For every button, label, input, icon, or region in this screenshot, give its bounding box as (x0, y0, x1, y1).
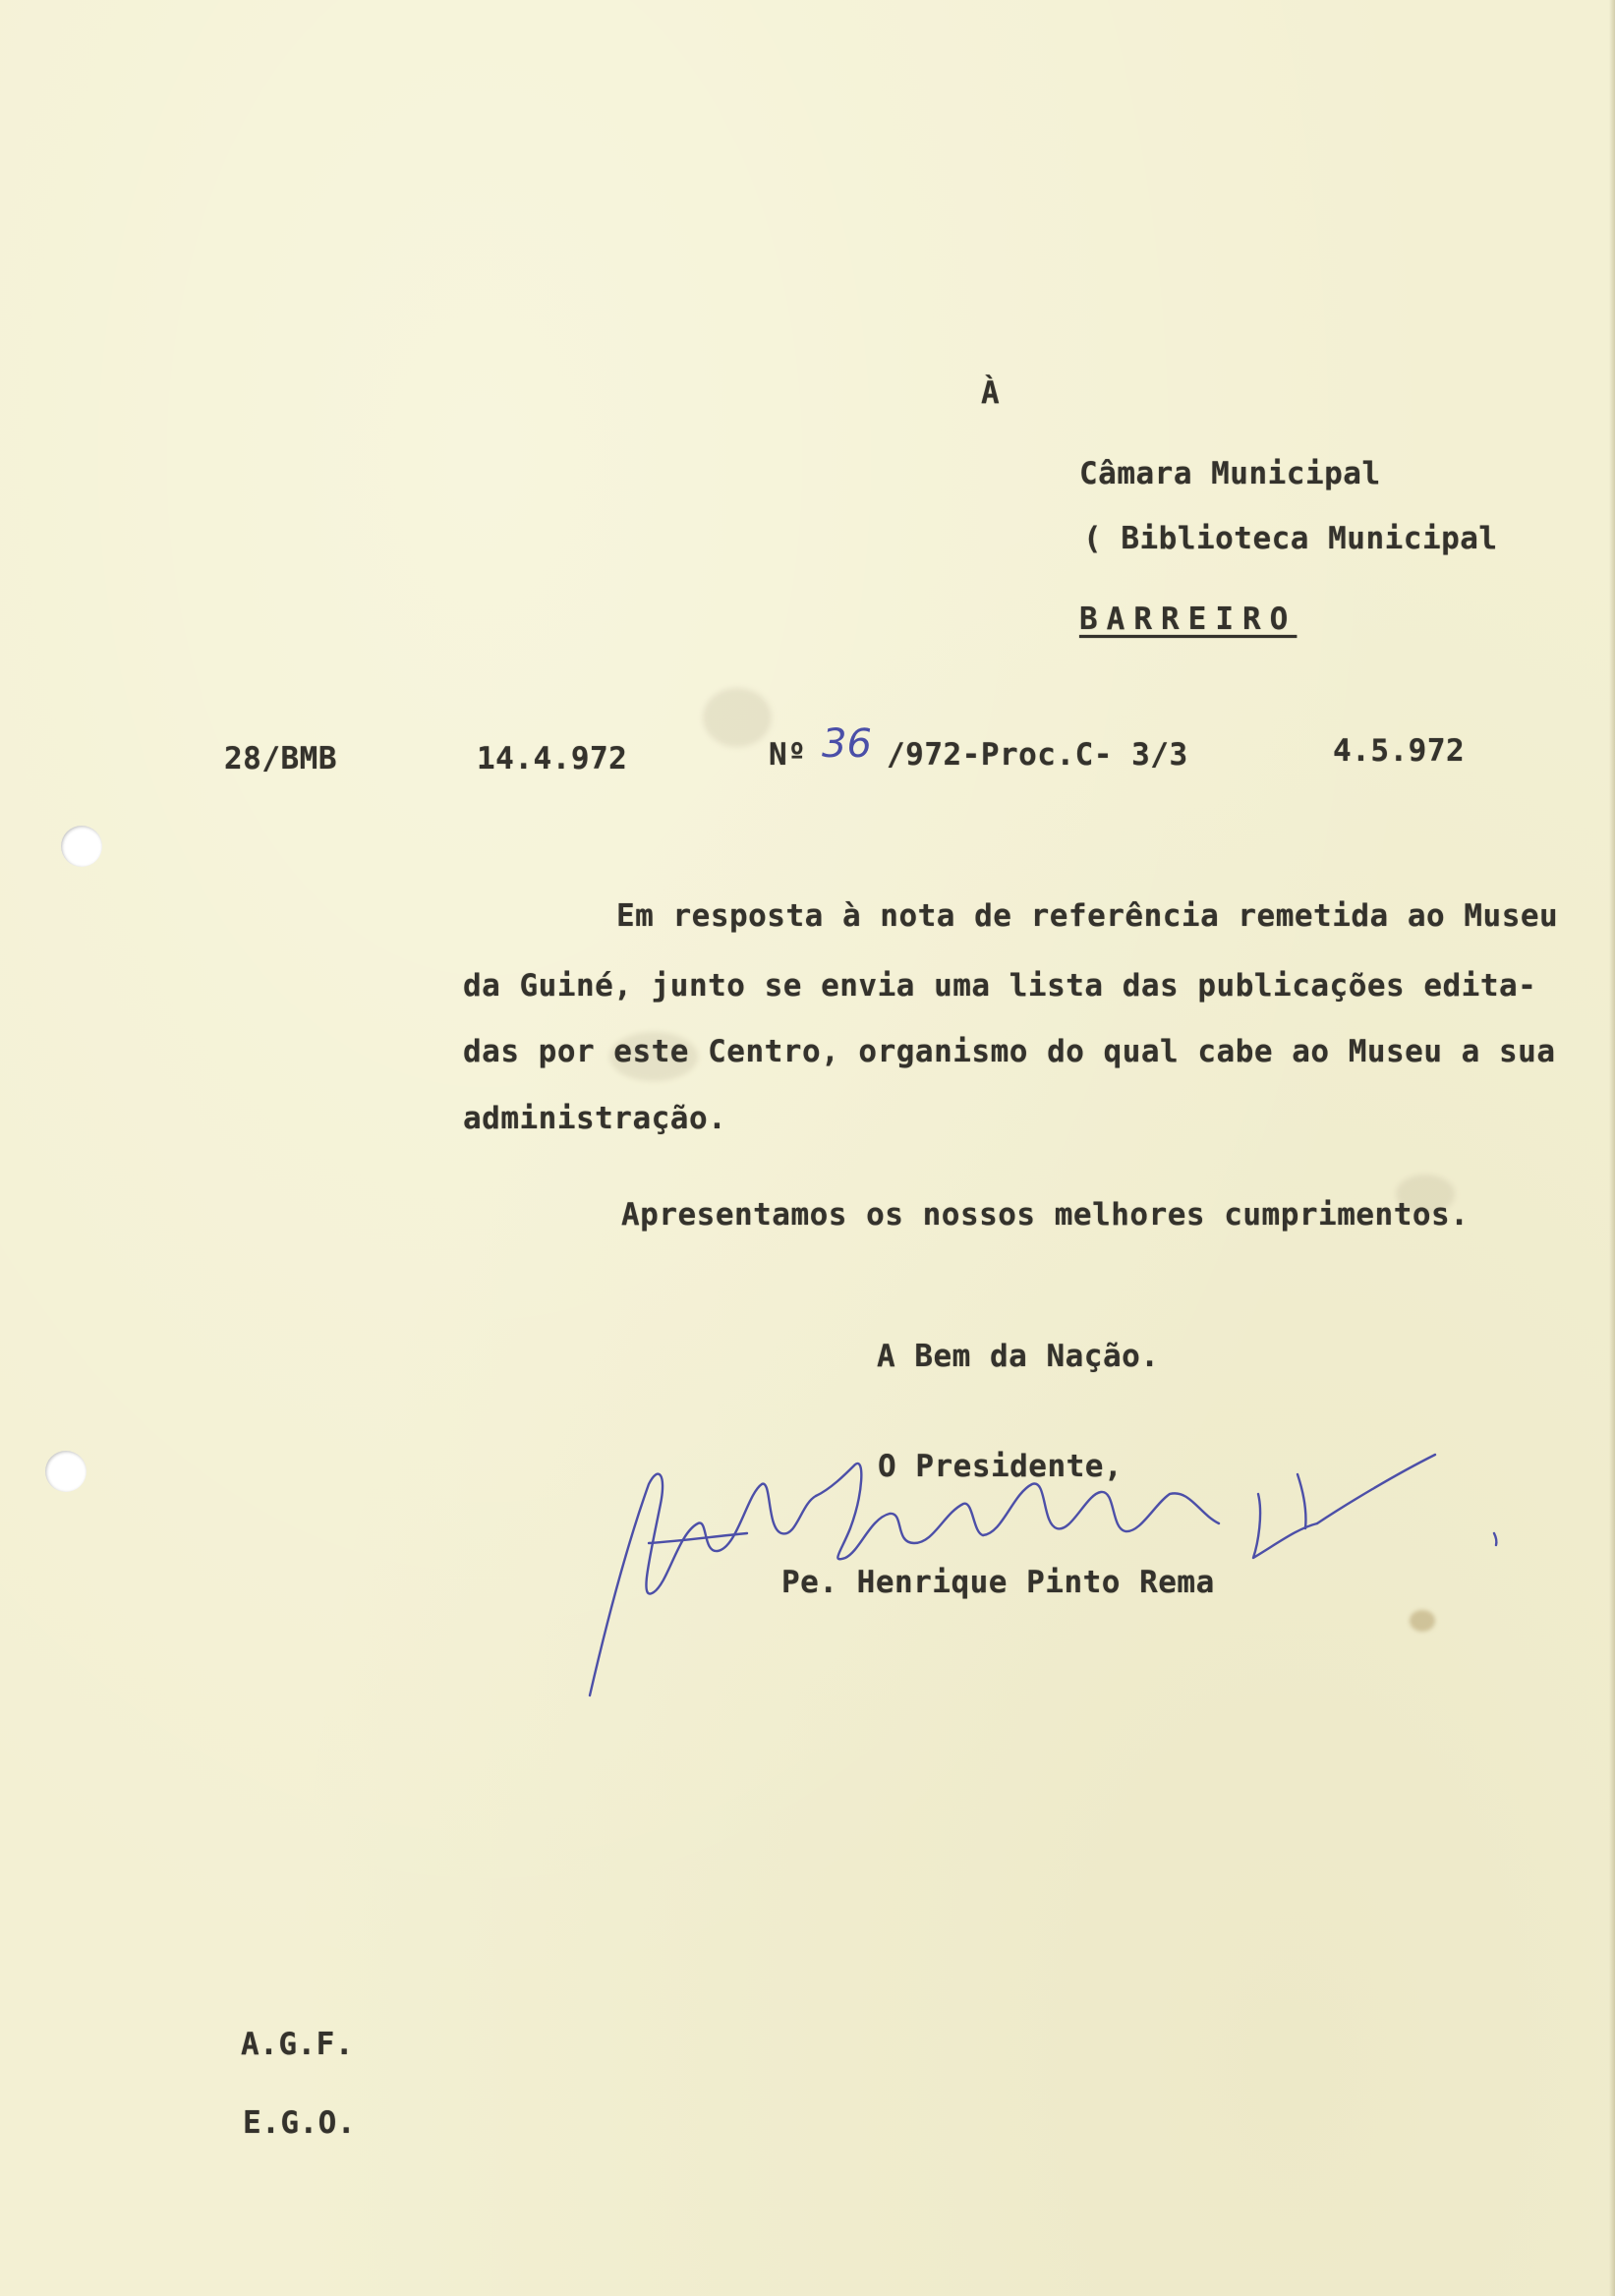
initials-2: E.G.O. (243, 2105, 356, 2141)
body-line-3: das por este Centro, organismo do qual cabe ao Museu a sua (463, 1034, 1556, 1069)
punch-hole-bottom (45, 1451, 87, 1492)
punch-hole-top (61, 826, 102, 867)
body-line-4: administração. (463, 1101, 727, 1136)
recipient-prefix: À (981, 375, 1001, 411)
initials-1: A.G.F. (241, 2027, 354, 2062)
our-reference-prefix: Nº (769, 737, 807, 773)
recipient-line-1: Câmara Municipal (1079, 456, 1381, 491)
body-paragraph-2: Apresentamos os nossos melhores cumprimentos. (621, 1197, 1470, 1233)
our-reference-suffix: /972-Proc.C- 3/3 (887, 737, 1188, 773)
recipient-city: BARREIRO (1079, 602, 1298, 637)
handwritten-signature (550, 1435, 1514, 1700)
recipient-line-2: ( Biblioteca Municipal (1083, 521, 1498, 556)
smudge-mark (703, 688, 772, 747)
signatory-role: O Presidente, (878, 1449, 1124, 1484)
closing-salutation: A Bem da Nação. (877, 1339, 1160, 1374)
letter-date: 4.5.972 (1333, 733, 1466, 769)
signatory-name: Pe. Henrique Pinto Rema (781, 1565, 1215, 1600)
body-line-1: Em resposta à nota de referência remetida ao Museu (616, 898, 1559, 934)
handwritten-reference-number: 36 (822, 721, 872, 767)
your-reference-date: 14.4.972 (477, 741, 628, 776)
your-reference: 28/BMB (224, 741, 337, 776)
body-line-2: da Guiné, junto se envia uma lista das publicações edita- (463, 968, 1537, 1004)
paper-edge-shadow (1609, 0, 1615, 2296)
